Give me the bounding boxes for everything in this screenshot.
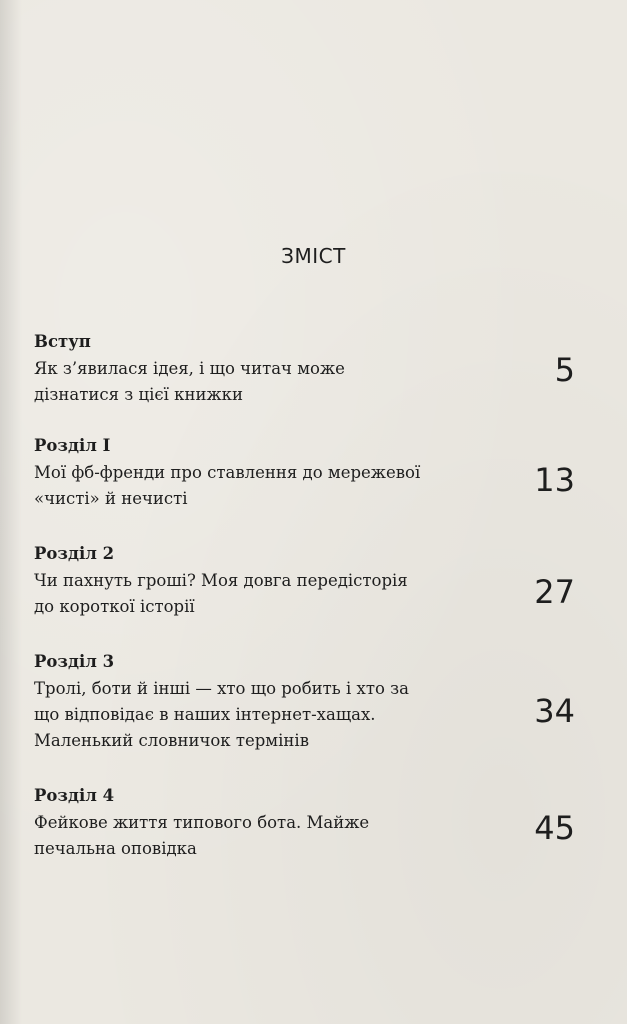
toc-entry-line: Мої фб-френди про ставлення до мережевої <box>34 463 421 482</box>
toc-page-number: 27 <box>534 573 575 611</box>
toc-entry-line: Фейкове життя типового бота. Майже <box>34 813 370 832</box>
toc-page-number: 13 <box>534 461 575 499</box>
toc-entry-intro <box>34 330 594 408</box>
toc-title: ЗМІСТ <box>281 244 346 268</box>
toc-entry-description <box>34 676 489 754</box>
toc-entry-heading: Розділ 4 <box>34 786 115 805</box>
toc-entry-heading: Розділ І <box>34 436 111 455</box>
toc-entry-description <box>34 810 489 862</box>
toc-entry-heading: Розділ 3 <box>34 652 115 671</box>
toc-page-number: 34 <box>534 692 575 730</box>
toc-entry-line: до короткої історії <box>34 597 195 616</box>
toc-entry-line: «чисті» й нечисті <box>34 489 188 508</box>
toc-entry-description <box>34 568 489 620</box>
toc-entry-chapter-1 <box>34 434 594 512</box>
toc-entry-description <box>34 460 489 512</box>
toc-page-number: 5 <box>554 351 575 389</box>
toc-entry-line: Тролі, боти й інші — хто що робить і хто за <box>34 679 409 698</box>
toc-page-number: 45 <box>534 809 575 847</box>
toc-entry-line: Як з’явилася ідея, і що читач може <box>34 359 345 378</box>
toc-entry-description <box>34 356 489 408</box>
toc-entry-heading: Вступ <box>34 332 91 351</box>
page-gutter-shadow <box>0 0 22 1024</box>
toc-entry-line: дізнатися з цієї книжки <box>34 385 243 404</box>
toc-entry-chapter-3 <box>34 650 594 754</box>
toc-entry-chapter-4 <box>34 784 594 862</box>
toc-entry-chapter-2 <box>34 542 594 620</box>
toc-entry-heading: Розділ 2 <box>34 544 115 563</box>
toc-entry-line: Маленький словничок термінів <box>34 731 309 750</box>
toc-entry-line: Чи пахнуть гроші? Моя довга передісторія <box>34 571 408 590</box>
toc-entry-line: печальна оповідка <box>34 839 197 858</box>
toc-entry-line: що відповідає в наших інтернет-хащах. <box>34 705 376 724</box>
